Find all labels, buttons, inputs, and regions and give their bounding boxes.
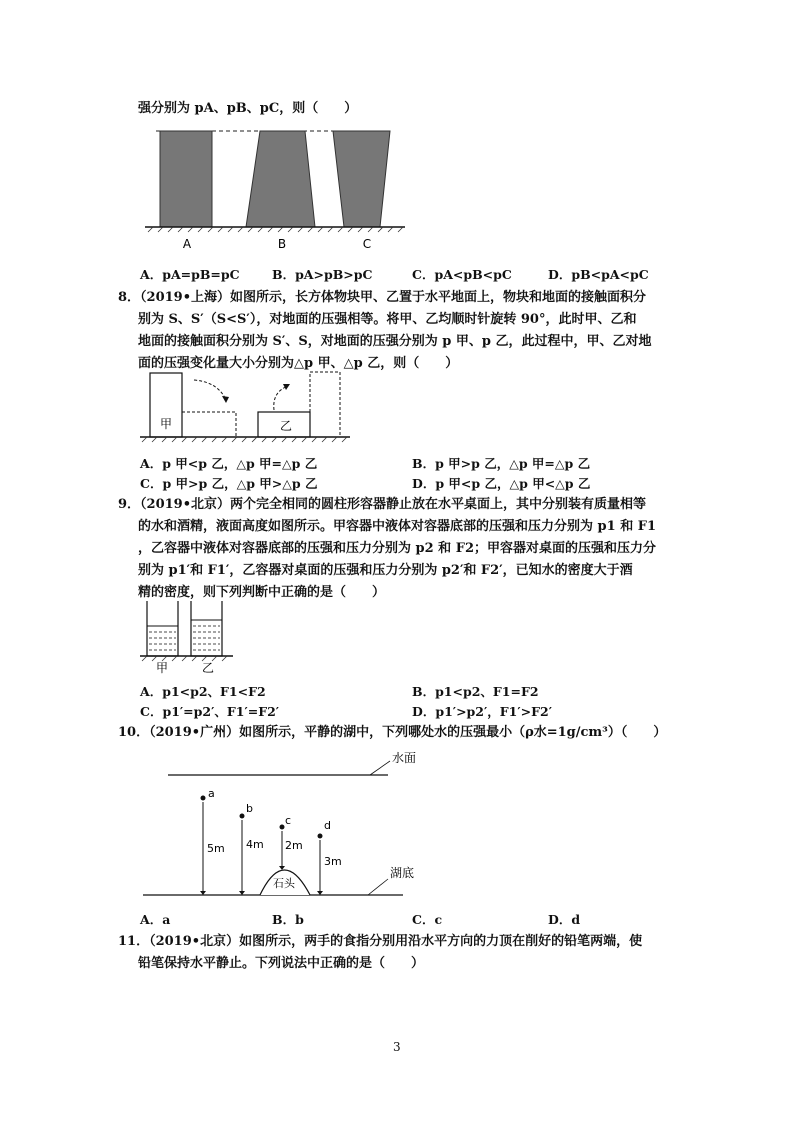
q9-figure xyxy=(138,598,248,678)
q10-point-d xyxy=(318,834,323,839)
q9-stem-line-5: 精的密度，则下列判断中正确的是（ ） xyxy=(138,585,386,600)
q7-option-b: B．pA>pB>pC xyxy=(272,267,373,282)
q10-label-water-surface: 水面 xyxy=(392,751,417,765)
q10-depth-b: 4m xyxy=(246,838,264,851)
q9-option-a: A．p1<p2、F1<F2 xyxy=(140,684,266,699)
q10-label-d: d xyxy=(324,819,331,832)
q10-option-c: C．c xyxy=(412,912,443,927)
q10-label-stone: 石头 xyxy=(273,877,295,890)
q9-liquid-hatch-yi xyxy=(193,626,220,650)
q8-rotate-arrow-jia xyxy=(194,380,226,400)
q10-point-b xyxy=(240,814,245,819)
q7-label-c: C xyxy=(362,237,372,251)
q9-stem-line-4: 别为 p1′和 F1′，乙容器对桌面的压强和压力分别为 p2′和 F2′，已知水的密度大于酒 xyxy=(138,563,633,578)
q7-option-a: A．pA=pB=pC xyxy=(140,267,240,282)
q10-point-a xyxy=(201,796,206,801)
q10-option-a: A．a xyxy=(140,912,171,927)
q7-container-a xyxy=(160,131,212,227)
q8-option-b: B．p 甲>p 乙，△p 甲=△p 乙 xyxy=(412,456,591,471)
q11-stem-line-2: 铅笔保持水平静止。下列说法中正确的是（ ） xyxy=(138,956,425,971)
q9-liquid-jia xyxy=(148,626,177,655)
q7-option-c: C．pA<pB<pC xyxy=(412,267,512,282)
q9-stem-line-1: 9．（2019•北京）两个完全相同的圆柱形容器静止放在水平桌面上，其中分别装有质量相等 xyxy=(118,497,647,512)
q7-figure xyxy=(140,125,420,255)
q7-option-d: D．pB<pA<pC xyxy=(548,267,649,282)
q10-depth-d: 3m xyxy=(324,855,342,868)
q7-stem-tail: 强分别为 pA、pB、pC，则（ ） xyxy=(138,101,358,116)
q8-option-d: D．p 甲<p 乙，△p 甲<△p 乙 xyxy=(412,476,591,491)
q10-label-a: a xyxy=(208,787,215,800)
q10-label-b: b xyxy=(246,802,253,815)
q8-yi-rotated-outline xyxy=(310,372,340,437)
q7-label-a: A xyxy=(182,237,192,251)
q9-option-b: B．p1<p2、F1=F2 xyxy=(412,684,539,699)
q8-jia-rotated-outline xyxy=(182,412,236,437)
q10-label-c: c xyxy=(285,814,292,827)
q9-label-yi: 乙 xyxy=(202,661,215,675)
q10-lake-bottom-leader xyxy=(368,879,388,895)
q7-container-b xyxy=(246,131,315,227)
q10-depth-c: 2m xyxy=(285,839,303,852)
q8-option-a: A．p 甲<p 乙，△p 甲=△p 乙 xyxy=(140,456,318,471)
q8-label-jia: 甲 xyxy=(159,417,173,431)
q7-label-b: B xyxy=(277,237,287,251)
q8-stem-line-1: 8．（2019•上海）如图所示，长方体物块甲、乙置于水平地面上，物块和地面的接触面积分 xyxy=(118,290,647,305)
q9-option-d: D．p1′>p2′，F1′>F2′ xyxy=(412,704,552,719)
q8-arrow-head-jia xyxy=(222,396,229,403)
q10-depth-a: 5m xyxy=(207,842,225,855)
q10-option-b: B．b xyxy=(272,912,304,927)
q8-option-c: C．p 甲>p 乙，△p 甲>△p 乙 xyxy=(140,476,318,491)
q10-figure xyxy=(138,745,428,905)
q8-stem-line-3: 地面的接触面积分别为 S′、S，对地面的压强分别为 p 甲、p 乙，此过程中，甲、乙对地 xyxy=(138,334,652,349)
q8-label-yi: 乙 xyxy=(279,419,293,433)
q9-stem-line-3: ，乙容器中液体对容器底部的压强和压力分别为 p2 和 F2；甲容器对桌面的压强和压力分 xyxy=(138,541,656,556)
q8-stem-line-4: 面的压强变化量大小分别为△p 甲、△p 乙，则（ ） xyxy=(138,356,459,371)
q10-point-c xyxy=(280,825,285,830)
q10-stem: 10．（2019•广州）如图所示，平静的湖中，下列哪处水的压强最小（ρ水=1g/cm³）（ ） xyxy=(118,725,667,740)
q11-stem-line-1: 11．（2019•北京）如图所示，两手的食指分别用沿水平方向的力顶在削好的铅笔两端，使 xyxy=(118,934,643,949)
q9-container-yi xyxy=(191,601,222,656)
q10-water-surface-leader xyxy=(370,761,390,775)
q9-label-jia: 甲 xyxy=(156,661,169,675)
q7-container-c xyxy=(333,131,390,227)
page-number: 3 xyxy=(393,1040,401,1054)
q10-label-lake-bottom: 湖底 xyxy=(390,866,415,880)
q9-stem-line-2: 的水和酒精，液面高度如图所示。甲容器中液体对容器底部的压强和压力分别为 p1 和 F1 xyxy=(138,519,656,534)
q8-arrow-head-yi xyxy=(283,384,290,390)
q8-figure xyxy=(138,370,358,448)
q10-option-d: D．d xyxy=(548,912,581,927)
q8-stem-line-2: 别为 S、S′（S<S′），对地面的压强相等。将甲、乙均顺时针旋转 90°，此时甲、乙和 xyxy=(138,312,637,327)
q9-option-c: C．p1′=p2′、F1′=F2′ xyxy=(140,704,280,719)
q10-depth-arrow-c-head xyxy=(279,866,285,870)
